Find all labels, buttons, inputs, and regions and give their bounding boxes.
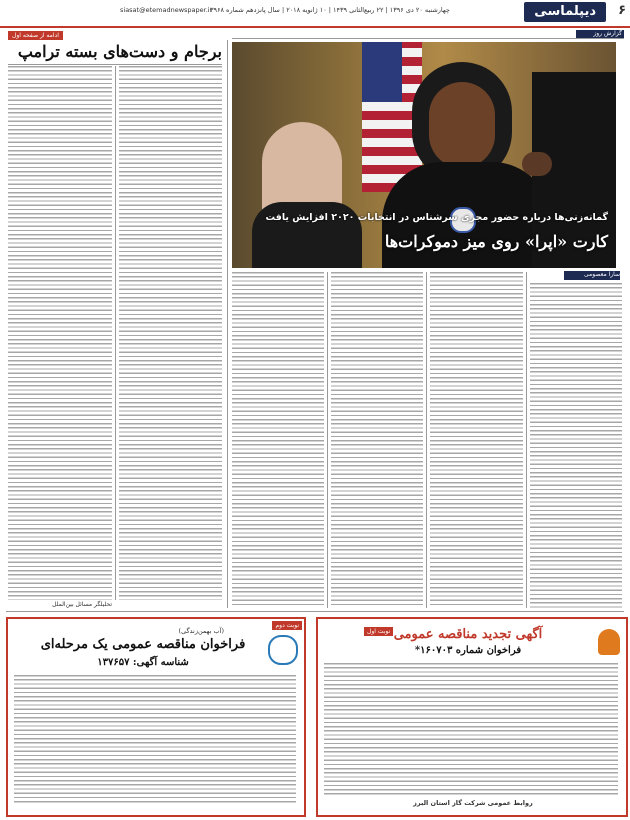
rule <box>8 64 222 65</box>
tender-ad-left <box>6 617 306 817</box>
continuation-tag: ادامه از صفحه اول <box>8 31 63 40</box>
ad-corner-label: نوبت دوم <box>272 621 302 630</box>
page-number: ۶ <box>618 3 626 18</box>
column-divider <box>426 272 427 608</box>
gas-logo-icon <box>598 629 620 655</box>
site-email: siasat@etemadnewspaper.ir <box>120 6 213 14</box>
author-title: تحلیلگر مسائل بین‌الملل <box>52 601 112 608</box>
ad-text <box>324 663 618 795</box>
left-text-column <box>119 66 222 600</box>
ad-subtitle: شناسه آگهی: ۱۳۷۶۵۷ <box>97 657 189 668</box>
main-text-column <box>232 272 324 608</box>
report-tag: گزارش روز <box>593 30 622 37</box>
column-divider <box>526 272 527 608</box>
water-logo-icon <box>268 635 298 665</box>
tender-ad-right <box>316 617 628 817</box>
left-text-column <box>8 66 112 600</box>
section-title: دیپلماسی <box>524 2 606 22</box>
main-text-column <box>530 283 622 608</box>
main-text-column <box>331 272 423 608</box>
left-headline: برجام و دست‌های بسته ترامپ <box>17 42 222 61</box>
person-face <box>429 82 495 168</box>
ad-title: فراخوان مناقصه عمومی یک مرحله‌ای <box>40 637 246 652</box>
dateline: چهارشنبه ۲۰ دی ۱۳۹۶ | ۲۲ ربیع‌الثانی ۱۴۳۹ | ۱۰ ژانویه ۲۰۱۸ | سال پانزدهم شماره ۳۹۶۸ <box>210 6 450 14</box>
main-text-column <box>430 272 523 608</box>
ad-top-label: (آب بهمن‌زندگی) <box>178 627 224 635</box>
rule <box>232 38 624 39</box>
author-name: سارا معصومی <box>584 271 620 278</box>
column-divider <box>115 66 116 600</box>
article-headline: کارت «اپرا» روی میز دموکرات‌ها <box>384 232 608 251</box>
flag-canton <box>362 42 402 102</box>
article-photo <box>232 42 616 268</box>
ad-text <box>14 675 296 805</box>
column-divider <box>327 272 328 608</box>
ad-subtitle: فراخوان شماره ۱۶۰۷۰۳* <box>414 645 522 656</box>
article-kicker: گمانه‌زنی‌ها درباره حضور مجری سرشناس در انتخابات ۲۰۲۰ افزایش یافت <box>265 212 608 223</box>
hand <box>522 152 552 176</box>
ad-corner-label: نوبت اول <box>364 627 393 636</box>
ad-title: آگهی تجدید مناقصه عمومی <box>393 627 543 642</box>
ad-footer: روابط عمومی شرکت گاز استان البرز <box>413 799 533 807</box>
column-divider <box>227 40 228 608</box>
rule <box>6 611 624 612</box>
